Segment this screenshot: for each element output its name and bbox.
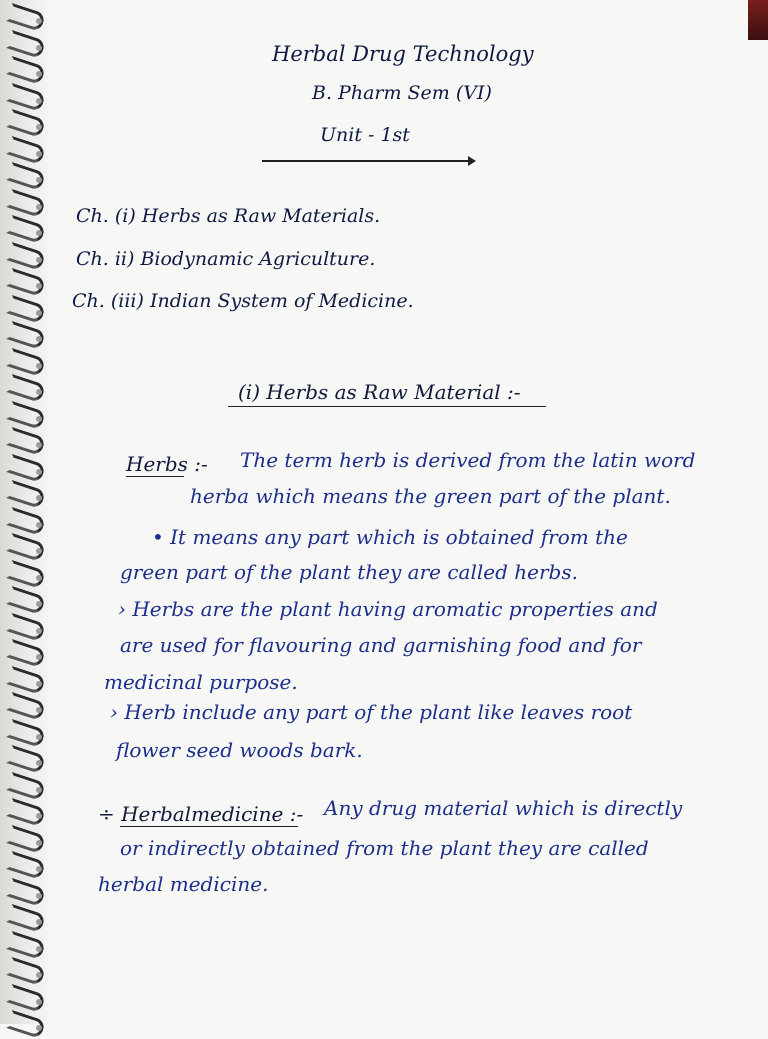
- chapter-item-3: Ch. (iii) Indian System of Medicine.: [72, 290, 414, 312]
- herbs-definition-line-1: The term herb is derived from the latin word: [240, 448, 696, 472]
- herbs-bullet-3-line-2: flower seed woods bark.: [116, 738, 363, 762]
- punch-hole: [36, 999, 42, 1005]
- punch-hole: [36, 787, 42, 793]
- herbs-bullet-2-line-1: › Herbs are the plant having aromatic properties and: [118, 597, 658, 621]
- punch-hole: [36, 840, 42, 846]
- punch-hole: [36, 813, 42, 819]
- page-subtitle: B. Pharm Sem (VI): [312, 82, 492, 104]
- unit-label: Unit - 1st: [320, 124, 410, 146]
- punch-hole: [36, 336, 42, 342]
- herbal-medicine-definition-line-2: or indirectly obtained from the plant they are called: [120, 836, 649, 860]
- page-title: Herbal Drug Technology: [272, 42, 534, 66]
- punch-hole: [36, 204, 42, 210]
- herbs-bullet-3-line-1: › Herb include any part of the plant like leaves root: [110, 700, 633, 724]
- unit-divider: [262, 160, 474, 162]
- punch-hole: [36, 654, 42, 660]
- punch-hole: [36, 760, 42, 766]
- punch-hole: [36, 495, 42, 501]
- punch-hole: [36, 469, 42, 475]
- chapter-item-2: Ch. ii) Biodynamic Agriculture.: [76, 248, 376, 270]
- punch-hole: [36, 522, 42, 528]
- herbs-bullet-2-line-2: are used for flavouring and garnishing food and for: [120, 633, 642, 657]
- punch-hole: [36, 389, 42, 395]
- punch-hole: [36, 363, 42, 369]
- punch-hole: [36, 177, 42, 183]
- punch-hole: [36, 548, 42, 554]
- punch-hole: [36, 283, 42, 289]
- herbal-medicine-term-underline: [120, 826, 298, 827]
- chapter-item-1: Ch. (i) Herbs as Raw Materials.: [76, 205, 381, 227]
- punch-hole: [36, 151, 42, 157]
- herbal-medicine-definition-line-3: herbal medicine.: [98, 872, 269, 896]
- punch-hole: [36, 71, 42, 77]
- punch-hole: [36, 972, 42, 978]
- herbs-definition-line-2: herba which means the green part of the plant.: [190, 484, 671, 508]
- herbs-bullet-2-line-3: medicinal purpose.: [104, 670, 298, 694]
- punch-hole: [36, 946, 42, 952]
- punch-hole: [36, 442, 42, 448]
- punch-hole: [36, 734, 42, 740]
- page-corner-shadow: [748, 0, 768, 40]
- punch-hole: [36, 124, 42, 130]
- punch-hole: [36, 98, 42, 104]
- punch-hole: [36, 416, 42, 422]
- punch-hole: [36, 18, 42, 24]
- punch-hole: [36, 866, 42, 872]
- punch-hole: [36, 230, 42, 236]
- punch-hole: [36, 575, 42, 581]
- herbs-term: Herbs :-: [126, 452, 208, 476]
- punch-hole: [36, 707, 42, 713]
- punch-hole: [36, 601, 42, 607]
- section-heading: (i) Herbs as Raw Material :-: [238, 380, 521, 404]
- punch-hole: [36, 893, 42, 899]
- punch-hole: [36, 628, 42, 634]
- punch-hole: [36, 1025, 42, 1031]
- herbs-term-underline: [126, 476, 184, 477]
- punch-hole: [36, 919, 42, 925]
- section-heading-underline: [228, 406, 546, 407]
- herbs-bullet-1-line-1: • It means any part which is obtained from the: [152, 525, 628, 549]
- herbs-bullet-1-line-2: green part of the plant they are called herbs.: [120, 560, 578, 584]
- punch-hole: [36, 45, 42, 51]
- punch-hole: [36, 257, 42, 263]
- herbal-medicine-term: ÷ Herbalmedicine :-: [98, 802, 304, 826]
- punch-hole: [36, 310, 42, 316]
- punch-hole: [36, 681, 42, 687]
- herbal-medicine-definition-line-1: Any drug material which is directly: [324, 796, 683, 820]
